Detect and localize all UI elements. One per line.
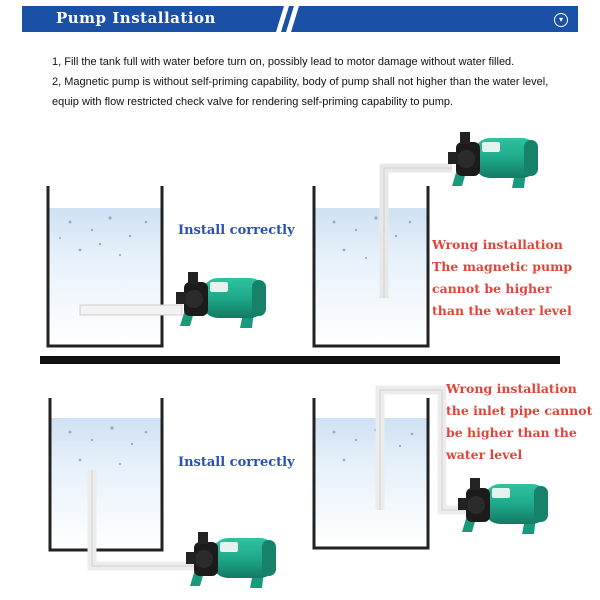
wrong-top-line-4: than the water level [432, 303, 572, 318]
label-install-correctly-bottom: Install correctly [178, 455, 295, 470]
diagram-top-left [48, 186, 266, 346]
wrong-top-line-2: The magnetic pump [432, 259, 573, 274]
wrong-bottom-line-3: be higher than the [446, 425, 577, 440]
instruction-line-2: 2, Magnetic pump is without self-priming capability, body of pump shall not higher than the water level, [52, 76, 549, 88]
instruction-line-1: 1, Fill the tank full with water before turn on, possibly lead to motor damage without water filled. [52, 56, 515, 68]
wrong-bottom-line-1: Wrong installation [446, 381, 577, 396]
instruction-line-3: equip with flow restricted check valve for rendering self-priming capability to pump. [52, 96, 454, 108]
wrong-top-line-1: Wrong installation [432, 237, 563, 252]
label-wrong-installation-bottom [446, 378, 592, 466]
diagram-bottom-left [50, 398, 276, 588]
label-install-correctly-top: Install correctly [178, 223, 295, 238]
wrong-bottom-line-2: the inlet pipe cannot [446, 403, 593, 418]
wrong-top-line-3: cannot be higher [432, 281, 552, 296]
chevron-down-icon[interactable]: ▾ [554, 13, 568, 27]
wrong-bottom-line-4: water level [446, 447, 523, 462]
label-wrong-installation-top [432, 234, 572, 322]
header-title: Pump Installation [56, 9, 216, 27]
section-divider [40, 356, 560, 364]
